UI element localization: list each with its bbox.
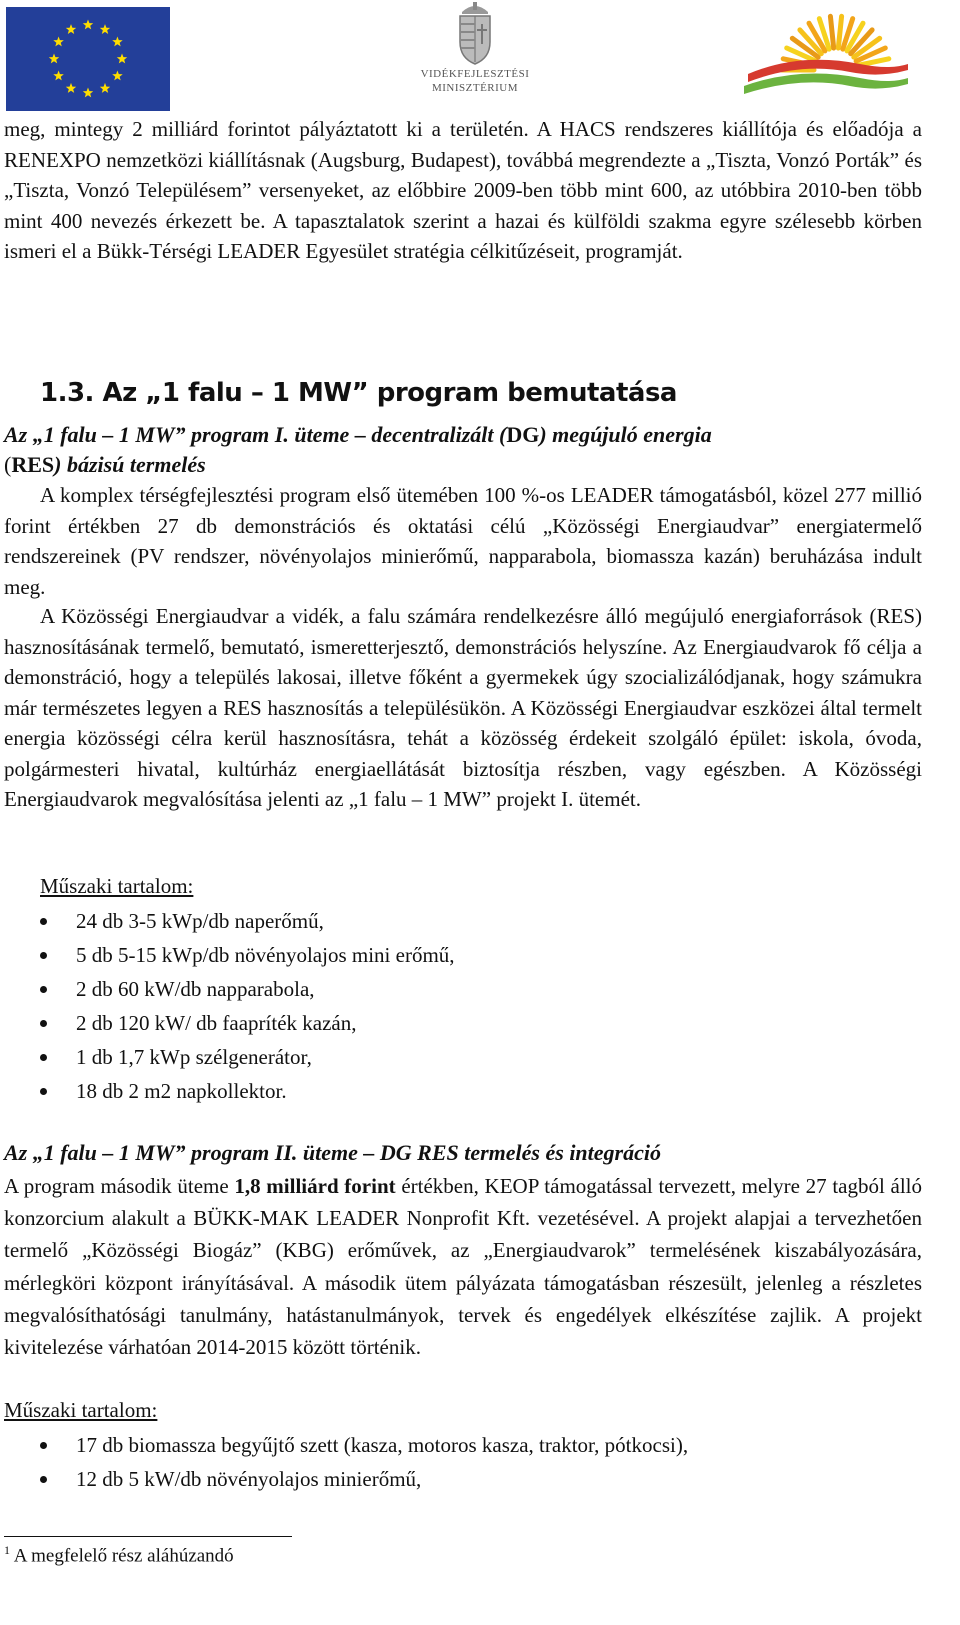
phase2-paragraph-amount: 1,8 milliárd forint xyxy=(234,1174,396,1198)
footnote-number: 1 xyxy=(4,1543,10,1557)
bullet-icon xyxy=(40,952,47,959)
list-item-text: 12 db 5 kW/db növényolajos minierőmű, xyxy=(76,1467,422,1491)
phase1-heading-part-a: Az „1 falu – 1 MW” program I. üteme – decentralizált ( xyxy=(4,422,507,447)
phase1-heading-part-c: ) megújuló energia xyxy=(539,422,712,447)
list-item-text: 18 db 2 m2 napkollektor. xyxy=(76,1079,287,1103)
list-item xyxy=(40,938,900,972)
list-item xyxy=(40,1074,900,1108)
list-item-text: 24 db 3-5 kWp/db naperőmű, xyxy=(76,909,324,933)
bullet-icon xyxy=(40,986,47,993)
ministry-name-line1: VIDÉKFEJLESZTÉSI xyxy=(420,68,530,80)
list-item xyxy=(40,1006,900,1040)
bullet-icon xyxy=(40,1476,47,1483)
phase1-paragraph-1: A komplex térségfejlesztési program első ütemében 100 %-os LEADER támogatásból, közel 277 millió forint értékben 27 db demonstrációs és oktatási célú „Közösségi Energiaudvar” energiatermelő rendszereinek (PV rendszer, növényolajos minierőmű, napparabola, biomassza kazán) beruházása indult meg. xyxy=(4,483,922,599)
phase1-tech-list xyxy=(40,904,900,1108)
section-title: 1.3. Az „1 falu – 1 MW” program bemutatása xyxy=(40,378,677,408)
phase1-heading-res: RES xyxy=(11,452,55,477)
phase2-tech-title: Műszaki tartalom: xyxy=(4,1398,158,1422)
phase2-paragraph xyxy=(4,1170,922,1363)
phase1-heading-dg: DG xyxy=(506,422,540,447)
list-item-text: 1 db 1,7 kWp szélgenerátor, xyxy=(76,1045,312,1069)
sun-ray-icon xyxy=(838,16,841,48)
coat-of-arms-icon xyxy=(410,0,540,66)
footnote xyxy=(4,1543,234,1567)
phase1-heading-paren: ( xyxy=(4,452,12,477)
list-item xyxy=(40,1040,900,1074)
bullet-icon xyxy=(40,1442,47,1449)
bullet-icon xyxy=(40,1020,47,1027)
phase2-paragraph-rest: értékben, KEOP támogatással tervezett, melyre 27 tagból álló konzorcium alakult a BÜKK-MAK LEADER Nonprofit Kft. vezetésével. A projekt alapjai a tervezhetően termelő „Közösségi Biogáz” (KBG) erőművek, az „Energiaudvarok” termelésének kiszabályozására, mérlegköri központ irányításával. A második ütem pályázata támogatásban részesült, jelenleg a részletes megvalósíthatósági tanulmány, hatástanulmányok, tervek és engedélyek elkészítése zajlik. A projekt kivitelezése várhatóan 2014-2015 között történik. xyxy=(4,1174,922,1360)
list-item xyxy=(40,972,900,1006)
footnote-separator xyxy=(4,1536,292,1537)
list-item-text: 17 db biomassza begyűjtő szett (kasza, motoros kasza, traktor, pótkocsi), xyxy=(76,1433,689,1457)
bullet-icon xyxy=(40,918,47,925)
phase1-tech-title: Műszaki tartalom: xyxy=(40,874,194,898)
eu-flag-logo xyxy=(6,7,170,111)
sun-ray-icon xyxy=(830,16,833,48)
phase2-tech-list xyxy=(40,1428,900,1496)
list-item-text: 5 db 5-15 kWp/db növényolajos mini erőmű, xyxy=(76,943,455,967)
phase2-paragraph-start: A program második üteme xyxy=(4,1174,235,1198)
footnote-text: A megfelelő rész aláhúzandó xyxy=(10,1545,234,1567)
list-item xyxy=(40,1428,900,1462)
intro-paragraph: meg, mintegy 2 milliárd forintot pályáztatott ki a területén. A HACS rendszeres kiállítója és előadója a RENEXPO nemzetközi kiállításnak (Augsburg, Budapest), továbbá megrendezte a „Tiszta, Vonzó Porták” és „Tiszta, Vonzó Településem” versenyeket, az előbbire 2009-ben több mint 600, az utóbbira 2010-ben több mint 400 nevezés érkezett be. A tapasztalatok szerint a hazai és külföldi szakma egyre szélesebb körben ismeri el a Bükk-Térségi LEADER Egyesület stratégia célkitűzéseit, programját. xyxy=(4,117,922,263)
list-item-text: 2 db 120 kW/ db faapríték kazán, xyxy=(76,1011,357,1035)
sun-logo xyxy=(740,12,912,102)
ministry-name-line2: MINISZTÉRIUM xyxy=(431,82,519,94)
ministry-logo xyxy=(410,0,540,100)
list-item xyxy=(40,904,900,938)
phase1-paragraph-2: A Közösségi Energiaudvar a vidék, a falu számára rendelkezésre álló megújuló energiaforrások (RES) hasznosításának termelő, bemutató, ismeretterjesztő, demonstrációs helyszíne. Az Energiaudvarok fő célja a demonstráció, hogy a település lakosai, illetve főként a gyermekek úgy szocializálódjanak, hogy számukra már természetes legyen a RES hasznosítás a településükön. A Közösségi Energiaudvar eszközei által termelt energia közösségi célra kerül hasznosításra, tehát a közösség érdekeit szolgáló épület: iskola, óvoda, polgármesteri hivatal, kultúrház energiaellátását biztosítja részben, vagy egészben. A Közösségi Energiaudvarok megvalósítása jelenti az „1 falu – 1 MW” projekt I. ütemét. xyxy=(4,604,922,811)
phase2-heading: Az „1 falu – 1 MW” program II. üteme – DG RES termelés és integráció xyxy=(4,1140,661,1165)
phase1-heading xyxy=(4,420,924,480)
list-item-text: 2 db 60 kW/db napparabola, xyxy=(76,977,315,1001)
bullet-icon xyxy=(40,1054,47,1061)
bullet-icon xyxy=(40,1088,47,1095)
phase1-heading-part-f: ) bázisú termelés xyxy=(54,452,206,477)
list-item xyxy=(40,1462,900,1496)
